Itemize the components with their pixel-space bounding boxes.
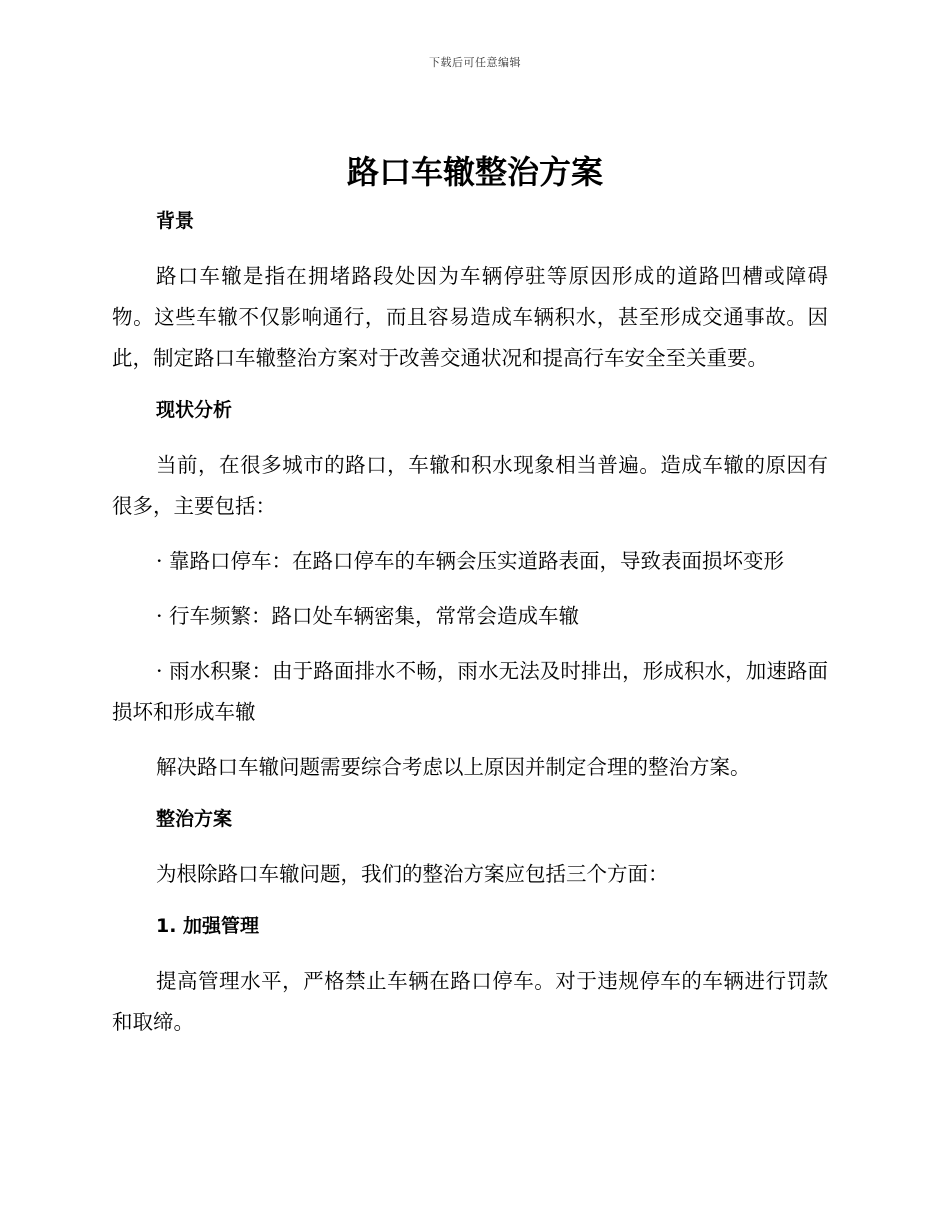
plan-intro-paragraph: 为根除路口车辙问题，我们的整治方案应包括三个方面： <box>156 862 669 886</box>
document-body <box>112 204 828 1057</box>
plan-item-heading: 1. 加强管理 <box>156 915 260 937</box>
plan-item-paragraph: 提高管理水平，严格禁止车辆在路口停车。对于违规停车的车辆进行罚款和取缔。 <box>112 969 828 1034</box>
section-heading-analysis: 现状分析 <box>156 399 233 421</box>
section-heading-plan: 整治方案 <box>156 808 233 830</box>
analysis-bullet-item: · 雨水积聚：由于路面排水不畅，雨水无法及时排出，形成积水，加速路面损坏和形成车辙 <box>112 659 828 724</box>
header-note: 下载后可任意编辑 <box>429 56 521 69</box>
analysis-bullet-item: · 靠路口停车：在路口停车的车辆会压实道路表面，导致表面损坏变形 <box>156 549 785 573</box>
analysis-conclusion-paragraph: 解决路口车辙问题需要综合考虑以上原因并制定合理的整治方案。 <box>156 755 751 779</box>
section-heading-background: 背景 <box>156 210 195 232</box>
document-title: 路口车辙整治方案 <box>346 153 603 191</box>
analysis-intro-paragraph: 当前，在很多城市的路口，车辙和积水现象相当普遍。造成车辙的原因有很多，主要包括： <box>112 453 828 518</box>
analysis-bullet-item: · 行车频繁：路口处车辆密集，常常会造成车辙 <box>156 604 580 628</box>
background-paragraph: 路口车辙是指在拥堵路段处因为车辆停驻等原因形成的道路凹槽或障碍物。这些车辙不仅影响通行，而且容易造成车辆积水，甚至形成交通事故。因此，制定路口车辙整治方案对于改善交通状况和提高行车安全至关重要。 <box>112 264 828 370</box>
